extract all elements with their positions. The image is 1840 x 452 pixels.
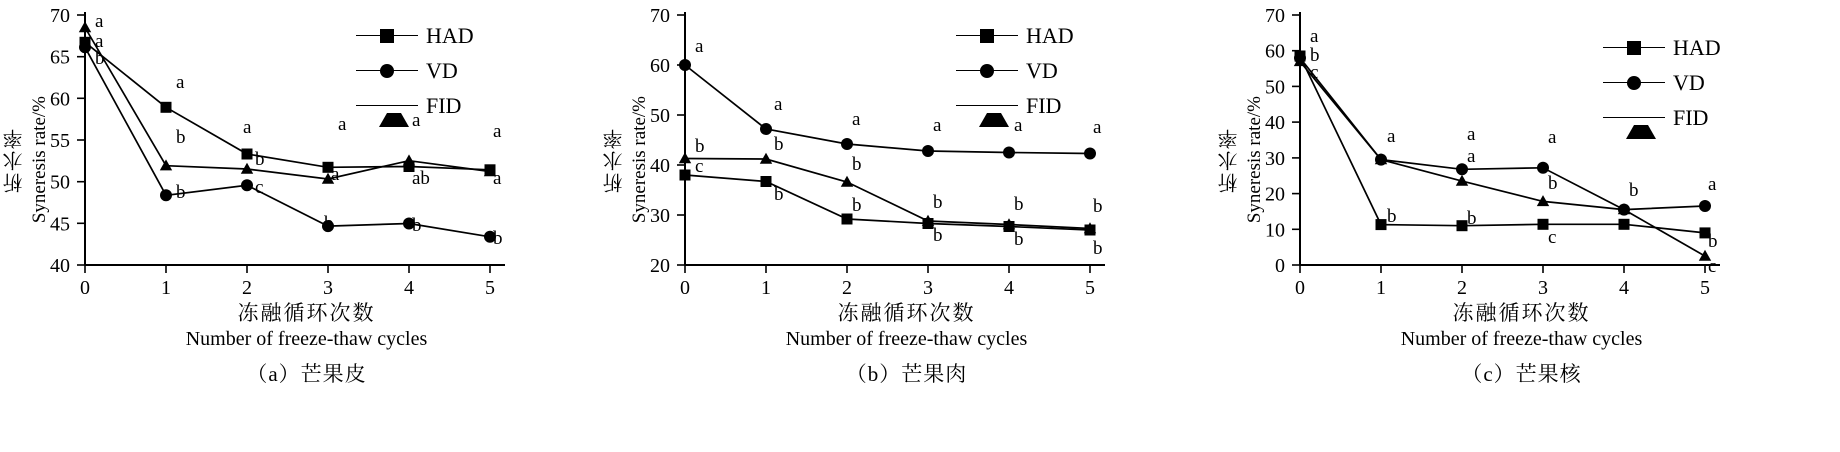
svg-text:c: c [1708, 256, 1717, 277]
panel-caption-b: （b）芒果肉 [845, 362, 968, 386]
svg-text:a: a [852, 109, 861, 130]
legend-label-had: HAD [1673, 34, 1721, 60]
svg-text:b: b [1387, 206, 1397, 227]
svg-text:b: b [1467, 208, 1477, 229]
svg-text:0: 0 [1295, 277, 1305, 299]
svg-text:b: b [852, 195, 862, 216]
svg-text:40: 40 [1265, 112, 1285, 135]
x-axis-label-cn: 冻融循环次数 [837, 301, 976, 325]
svg-text:30: 30 [650, 205, 670, 227]
svg-text:1: 1 [1376, 277, 1386, 299]
svg-text:45: 45 [50, 213, 70, 236]
legend-label-had: HAD [1026, 22, 1074, 48]
svg-text:50: 50 [50, 171, 70, 194]
svg-text:40: 40 [650, 155, 670, 177]
svg-text:70: 70 [650, 5, 670, 27]
legend-label-had: HAD [426, 22, 474, 48]
legend-marker-circle-icon [356, 61, 418, 81]
legend-item-vd [356, 53, 474, 88]
y-axis-label-en: Syneresis rate/% [1243, 96, 1265, 224]
svg-text:1: 1 [761, 277, 771, 299]
legend-item-had [356, 18, 474, 53]
svg-text:30: 30 [1265, 147, 1285, 170]
svg-text:b: b [1310, 45, 1320, 66]
x-axis-label-cn: 冻融循环次数 [1452, 301, 1591, 325]
svg-text:c: c [1548, 227, 1557, 248]
svg-text:b: b [774, 134, 784, 155]
legend-marker-circle-icon [1603, 73, 1665, 93]
svg-text:a: a [243, 117, 252, 138]
svg-text:2: 2 [242, 277, 252, 299]
svg-text:50: 50 [1265, 76, 1285, 99]
panel-caption-a: （a）芒果皮 [246, 362, 367, 386]
svg-text:a: a [493, 121, 502, 142]
svg-text:b: b [933, 225, 943, 246]
legend-marker-triangle-icon [1603, 108, 1665, 128]
legend-label-fid: FID [1673, 104, 1709, 130]
plot-area-c [1215, 0, 1828, 300]
legend-marker-circle-icon [956, 61, 1018, 81]
legend-item-vd [956, 53, 1074, 88]
svg-text:b: b [1548, 173, 1558, 194]
svg-text:b: b [1629, 180, 1639, 201]
legend-marker-triangle-icon [956, 96, 1018, 116]
svg-text:c: c [695, 156, 704, 177]
svg-text:0: 0 [1275, 255, 1285, 277]
svg-text:4: 4 [1619, 277, 1629, 299]
x-axis-label-a [0, 300, 613, 352]
svg-text:a: a [1014, 115, 1023, 136]
svg-text:b: b [1014, 229, 1024, 250]
legend-marker-square-icon [956, 26, 1018, 46]
svg-text:b: b [1708, 231, 1718, 252]
chart-panel-c [1215, 0, 1828, 452]
svg-text:a: a [1548, 127, 1557, 148]
svg-text:0: 0 [680, 277, 690, 299]
y-axis-label-cn: 析水率 [1218, 127, 1241, 193]
svg-text:b: b [1014, 194, 1024, 215]
svg-text:20: 20 [650, 255, 670, 277]
svg-text:a: a [1467, 124, 1476, 145]
legend-item-fid [956, 88, 1074, 123]
legend-label-vd: VD [1673, 69, 1705, 95]
legend-a [356, 18, 474, 123]
panel-caption-c: （c）芒果核 [1461, 362, 1582, 386]
y-axis-label-en: Syneresis rate/% [28, 96, 50, 224]
svg-text:a: a [1387, 126, 1396, 147]
svg-text:2: 2 [1457, 277, 1467, 299]
svg-text:a: a [774, 94, 783, 115]
x-axis-label-b [600, 300, 1213, 352]
svg-text:5: 5 [485, 277, 495, 299]
svg-text:1: 1 [161, 277, 171, 299]
svg-text:b: b [774, 184, 784, 205]
svg-text:ab: ab [412, 168, 430, 189]
legend-label-fid: FID [426, 92, 462, 118]
svg-text:a: a [933, 115, 942, 136]
legend-label-vd: VD [426, 57, 458, 83]
svg-text:10: 10 [1265, 219, 1285, 242]
svg-text:4: 4 [1004, 277, 1014, 299]
svg-text:b: b [695, 136, 705, 157]
svg-text:60: 60 [1265, 40, 1285, 63]
svg-text:b: b [176, 182, 186, 203]
svg-text:3: 3 [1538, 277, 1548, 299]
svg-text:a: a [95, 31, 104, 52]
svg-text:b: b [255, 149, 265, 170]
svg-text:b: b [493, 228, 503, 249]
svg-text:a: a [1467, 146, 1476, 167]
y-axis-label-en: Syneresis rate/% [628, 96, 650, 224]
svg-text:a: a [1310, 26, 1319, 47]
x-axis-label-en: Number of freeze-thaw cycles [785, 327, 1028, 350]
svg-text:55: 55 [50, 130, 70, 152]
svg-text:b: b [852, 154, 862, 175]
svg-text:70: 70 [50, 5, 70, 27]
chart-panel-b [600, 0, 1213, 452]
legend-item-had [1603, 30, 1721, 65]
plot-area-b [600, 0, 1213, 300]
x-axis-label-en: Number of freeze-thaw cycles [1400, 327, 1643, 350]
svg-text:a: a [412, 110, 421, 131]
svg-text:3: 3 [323, 277, 333, 299]
x-axis-label-en: Number of freeze-thaw cycles [185, 327, 428, 350]
svg-text:70: 70 [1265, 5, 1285, 27]
svg-text:b: b [1093, 238, 1103, 259]
svg-text:c: c [1310, 62, 1319, 83]
legend-item-fid [1603, 100, 1721, 135]
y-axis-label-cn: 析水率 [3, 127, 26, 193]
legend-item-fid [356, 88, 474, 123]
svg-text:65: 65 [50, 46, 70, 69]
plot-area-a [0, 0, 613, 300]
svg-text:a: a [493, 168, 502, 189]
legend-marker-triangle-icon [356, 96, 418, 116]
svg-text:60: 60 [50, 88, 70, 111]
svg-text:b: b [933, 192, 943, 213]
legend-item-had [956, 18, 1074, 53]
svg-text:a: a [331, 164, 340, 185]
y-axis-label-cn: 析水率 [603, 127, 626, 193]
legend-marker-square-icon [356, 26, 418, 46]
svg-text:a: a [695, 36, 704, 57]
x-axis-label-c [1215, 300, 1828, 352]
svg-text:a: a [1708, 174, 1717, 195]
svg-text:4: 4 [404, 277, 414, 299]
legend-label-fid: FID [1026, 92, 1062, 118]
chart-panel-a [0, 0, 613, 452]
x-axis-label-cn: 冻融循环次数 [237, 301, 376, 325]
svg-text:5: 5 [1085, 277, 1095, 299]
svg-text:a: a [338, 114, 347, 135]
svg-text:2: 2 [842, 277, 852, 299]
svg-text:50: 50 [650, 105, 670, 127]
svg-text:0: 0 [80, 277, 90, 299]
svg-text:60: 60 [650, 55, 670, 77]
svg-text:b: b [412, 215, 422, 236]
svg-text:c: c [255, 177, 264, 198]
svg-text:b: b [176, 127, 186, 148]
svg-text:a: a [1093, 117, 1102, 138]
legend-label-vd: VD [1026, 57, 1058, 83]
svg-text:5: 5 [1700, 277, 1710, 299]
legend-marker-square-icon [1603, 38, 1665, 58]
svg-text:b: b [1093, 196, 1103, 217]
legend-b [956, 18, 1074, 123]
legend-c [1603, 30, 1721, 135]
svg-text:b: b [95, 48, 105, 69]
legend-item-vd [1603, 65, 1721, 100]
svg-text:b: b [324, 213, 334, 234]
svg-text:a: a [176, 72, 185, 93]
svg-text:40: 40 [50, 255, 70, 277]
svg-text:20: 20 [1265, 183, 1285, 206]
svg-text:3: 3 [923, 277, 933, 299]
svg-text:a: a [95, 11, 104, 32]
